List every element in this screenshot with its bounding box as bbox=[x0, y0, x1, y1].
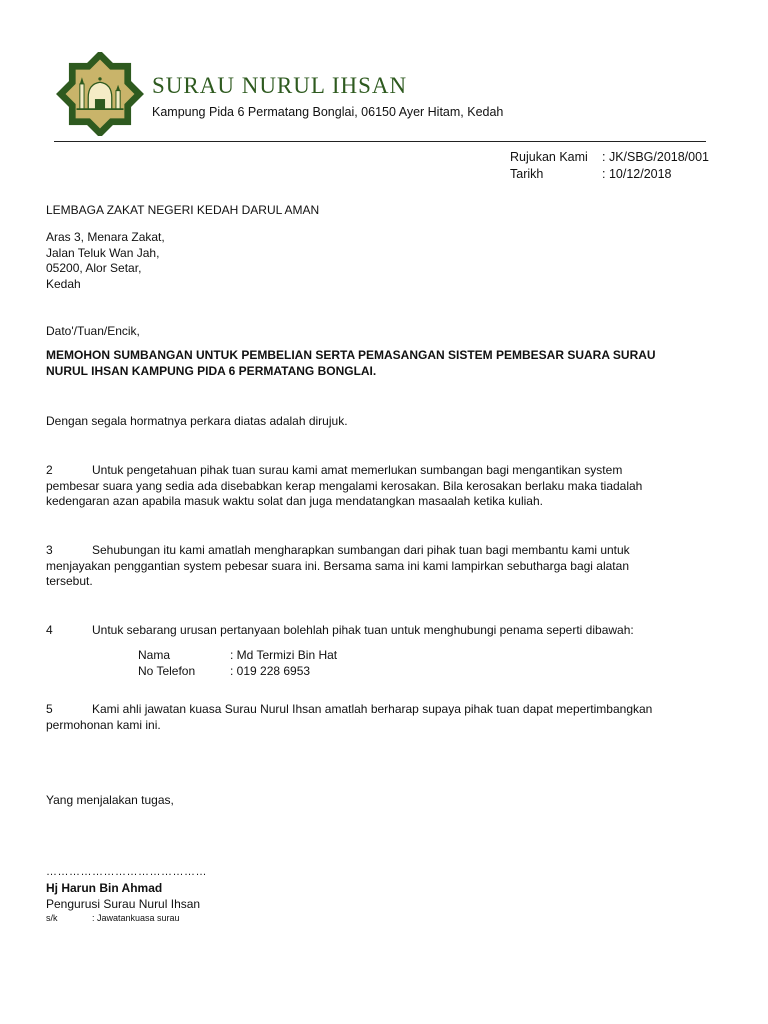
signatory-title: Pengurusi Surau Nurul Ihsan bbox=[46, 897, 201, 911]
address-line: Jalan Teluk Wan Jah, bbox=[46, 245, 160, 260]
signatory-name: Hj Harun Bin Ahmad bbox=[46, 881, 163, 895]
paragraph-number: 2 bbox=[46, 463, 53, 477]
ref-label: Rujukan Kami bbox=[510, 150, 588, 164]
paragraph-number: 3 bbox=[46, 543, 53, 557]
opening-line: Dengan segala hormatnya perkara diatas adalah dirujuk. bbox=[46, 414, 348, 428]
paragraph-text: Sehubungan itu kami amatlah mengharapkan sumbangan dari pihak tuan bagi membantu kami untuk bbox=[92, 543, 630, 557]
paragraph-text: Kami ahli jawatan kuasa Surau Nurul Ihsan amatlah berharap supaya pihak tuan dapat mepertimbangkan bbox=[92, 702, 653, 716]
recipient-name: LEMBAGA ZAKAT NEGERI KEDAH DARUL AMAN bbox=[46, 203, 320, 217]
ref-value: : JK/SBG/2018/001 bbox=[602, 150, 710, 164]
contact-phone-label: No Telefon bbox=[138, 664, 196, 678]
header-divider bbox=[54, 141, 706, 142]
date-label: Tarikh bbox=[510, 167, 544, 181]
signature-line: …………………………………… bbox=[46, 866, 207, 878]
recipient-address bbox=[46, 230, 165, 292]
subject-line: MEMOHON SUMBANGAN UNTUK PEMBELIAN SERTA PEMASANGAN SISTEM PEMBESAR SUARA SURAU bbox=[46, 348, 656, 362]
paragraph-text: Untuk sebarang urusan pertanyaan bolehlah pihak tuan untuk menghubungi penama seperti dibawah: bbox=[92, 623, 634, 637]
subject-line: NURUL IHSAN KAMPUNG PIDA 6 PERMATANG BONGLAI. bbox=[46, 363, 377, 378]
address-line: Kedah bbox=[46, 276, 81, 291]
address-line: Aras 3, Menara Zakat, bbox=[46, 230, 165, 244]
paragraph-text: tersebut. bbox=[46, 574, 93, 588]
paragraph-text: menjayakan penggantian system pebesar suara ini. Bersama sama ini kami lampirkan sebutharga bagi alatan bbox=[46, 558, 629, 573]
cc-label: s/k bbox=[46, 913, 58, 923]
paragraph-text: pembesar suara yang sedia ada disebabkan kerap mengalami kerosakan. Bila kerosakan berlaku maka tiadalah bbox=[46, 478, 643, 493]
contact-name-label: Nama bbox=[138, 648, 171, 662]
org-name: SURAU NURUL IHSAN bbox=[152, 73, 408, 98]
paragraph-text: kedengaran azan apabila masuk waktu solat dan juga mendatangkan masaalah ketika kuliah. bbox=[46, 494, 543, 508]
subject bbox=[46, 348, 656, 379]
paragraph-number: 4 bbox=[46, 623, 53, 637]
mosque-octagram-logo-icon bbox=[55, 52, 145, 136]
salutation: Dato'/Tuan/Encik, bbox=[46, 324, 140, 338]
contact-phone-value: : 019 228 6953 bbox=[230, 664, 311, 678]
closing: Yang menjalakan tugas, bbox=[46, 793, 174, 807]
paragraph-text: permohonan kami ini. bbox=[46, 717, 161, 732]
org-address: Kampung Pida 6 Permatang Bonglai, 06150 Ayer Hitam, Kedah bbox=[152, 105, 504, 119]
contact-name-value: : Md Termizi Bin Hat bbox=[230, 648, 338, 662]
cc-value: : Jawatankuasa surau bbox=[92, 913, 180, 923]
paragraph-5 bbox=[46, 702, 652, 733]
address-line: 05200, Alor Setar, bbox=[46, 261, 142, 275]
paragraph-4 bbox=[46, 623, 634, 639]
paragraph-3 bbox=[46, 543, 630, 590]
date-value: : 10/12/2018 bbox=[602, 167, 672, 181]
paragraph-text: Untuk pengetahuan pihak tuan surau kami amat memerlukan sumbangan bagi mengantikan system bbox=[92, 463, 623, 477]
paragraph-2 bbox=[46, 463, 642, 510]
paragraph-number: 5 bbox=[46, 702, 53, 716]
